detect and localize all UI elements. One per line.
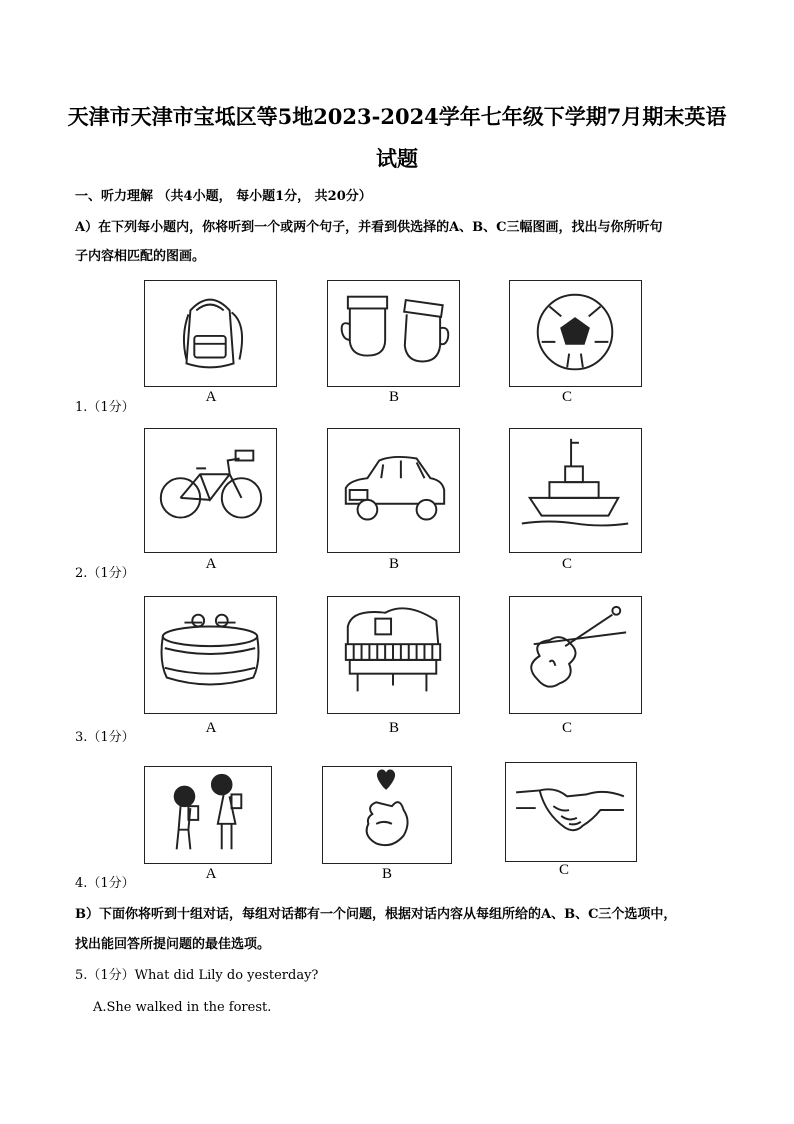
q3-option-b-image[interactable]	[327, 596, 460, 714]
part-a-instruction-line2: 子内容相匹配的图画。	[75, 249, 206, 264]
q5-question: 5.（1分）What did Lily do yesterday?	[75, 968, 319, 983]
mittens-icon	[328, 281, 459, 386]
q1-option-a-label: A	[205, 389, 217, 405]
q3-option-c-label: C	[561, 720, 572, 736]
q4-option-c-image[interactable]	[505, 762, 637, 862]
piano-icon	[328, 597, 459, 713]
section-heading: 一、听力理解 （共4小题， 每小题1分， 共20分）	[75, 189, 372, 204]
q2-option-a-image[interactable]	[144, 428, 277, 553]
q4-option-b-image[interactable]	[322, 766, 452, 864]
part-a-instruction-line1: A）在下列每小题内，你将听到一个或两个句子，并看到供选择的A、B、C三幅图画，找出与你所听句	[75, 220, 663, 235]
finger-heart-icon	[323, 767, 451, 863]
q1-option-c-image[interactable]	[509, 280, 642, 387]
q4-option-b-label: B	[381, 866, 392, 882]
q3-option-a-image[interactable]	[144, 596, 277, 714]
q2-label: 2.（1分）	[75, 566, 135, 581]
q1-option-a-image[interactable]	[144, 280, 277, 387]
soccer-ball-icon	[510, 281, 641, 386]
part-b-instruction-line1: B）下面你将听到十组对话，每组对话都有一个问题，根据对话内容从每组所给的A、B、C三个选项中，	[75, 907, 677, 922]
q4-option-a-image[interactable]	[144, 766, 272, 864]
q1-option-b-label: B	[388, 389, 399, 405]
ship-icon	[510, 429, 641, 552]
q5-option-a[interactable]: A.She walked in the forest.	[93, 1000, 272, 1015]
drum-icon	[145, 597, 276, 713]
q3-label: 3.（1分）	[75, 730, 135, 745]
handshake-icon	[506, 763, 636, 861]
q1-option-b-image[interactable]	[327, 280, 460, 387]
q3-option-b-label: B	[388, 720, 399, 736]
part-b-instruction-line2: 找出能回答所提问题的最佳选项。	[75, 937, 271, 952]
bicycle-icon	[145, 429, 276, 552]
violin-icon	[510, 597, 641, 713]
q4-label: 4.（1分）	[75, 876, 135, 891]
page-title: 天津市天津市宝坻区等5地2023-2024学年七年级下学期7月期末英语试题	[67, 104, 727, 171]
q3-option-c-image[interactable]	[509, 596, 642, 714]
q2-option-a-label: A	[205, 556, 217, 572]
q2-option-c-image[interactable]	[509, 428, 642, 553]
car-icon	[328, 429, 459, 552]
q4-option-c-label: C	[558, 862, 569, 878]
q4-option-a-label: A	[205, 866, 217, 882]
q1-option-c-label: C	[561, 389, 572, 405]
q2-option-b-label: B	[388, 556, 399, 572]
q1-label: 1.（1分）	[75, 400, 135, 415]
bowing-children-icon	[145, 767, 271, 863]
q2-option-c-label: C	[561, 556, 572, 572]
q2-option-b-image[interactable]	[327, 428, 460, 553]
backpack-icon	[145, 281, 276, 386]
q3-option-a-label: A	[205, 720, 217, 736]
